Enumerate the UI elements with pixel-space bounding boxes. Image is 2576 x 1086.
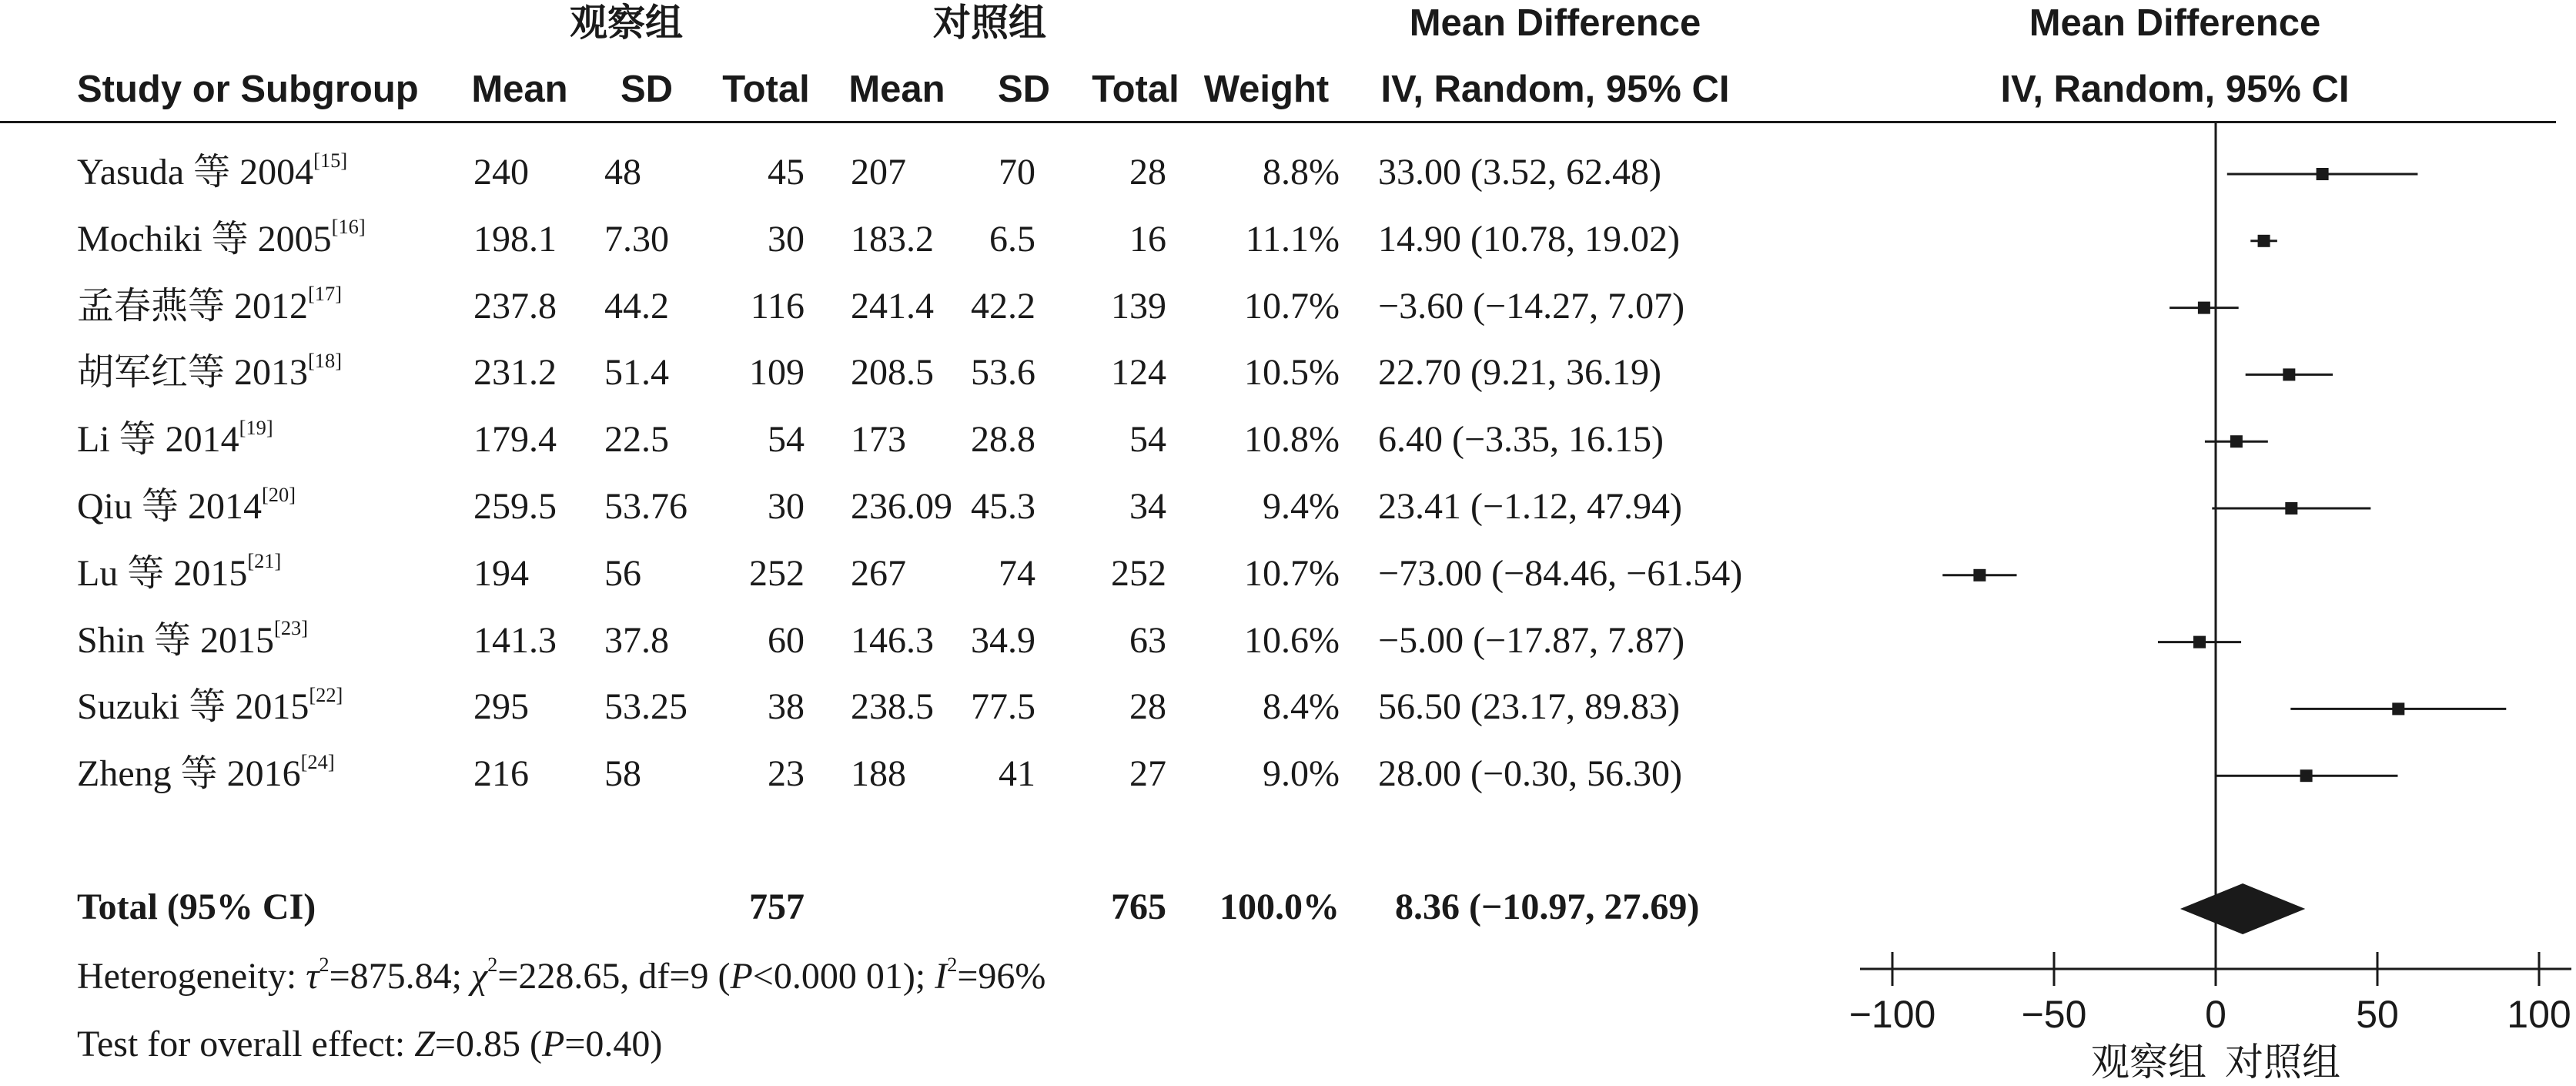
- study-name: Lu 等 2015[21]: [77, 549, 282, 594]
- cell-sd2: 77.5: [971, 686, 1035, 728]
- x-tick-label: −100: [1848, 993, 1936, 1036]
- weight-column-header: Weight: [1203, 69, 1330, 110]
- cell-sd2: 45.3: [971, 486, 1035, 527]
- favours-left-label: 观察组: [2091, 1041, 2206, 1084]
- cell-n2: 139: [1111, 285, 1166, 327]
- total1-column-header: Total: [722, 69, 810, 110]
- cell-sd1: 53.76: [604, 486, 687, 527]
- cell-weight: 8.4%: [1263, 686, 1340, 728]
- cell-sd2: 70: [999, 152, 1035, 193]
- total-ci: 8.36 (−10.97, 27.69): [1395, 887, 1700, 927]
- cell-sd1: 58: [604, 753, 641, 795]
- study-name: Yasuda 等 2004[15]: [77, 148, 348, 193]
- cell-weight: 9.0%: [1263, 753, 1340, 795]
- cell-sd2: 42.2: [971, 285, 1035, 327]
- reference-superscript: [18]: [308, 348, 342, 372]
- x-tick-label: 50: [2356, 993, 2399, 1036]
- plot-header-title: Mean Difference: [2029, 2, 2321, 44]
- cell-mean1: 198.1: [473, 218, 557, 260]
- study-column-header: Study or Subgroup: [77, 69, 419, 110]
- cell-n1: 45: [768, 152, 805, 193]
- cell-n1: 252: [749, 552, 805, 594]
- cell-mean1: 179.4: [473, 419, 557, 461]
- cell-mean2: 267: [851, 552, 906, 594]
- cell-mean1: 240: [473, 152, 529, 193]
- cell-ci-text: 23.41 (−1.12, 47.94): [1378, 486, 1683, 527]
- cell-mean1: 259.5: [473, 486, 557, 527]
- study-name: Suzuki 等 2015[22]: [77, 682, 343, 728]
- cell-n1: 54: [768, 419, 805, 461]
- total2-column-header: Total: [1092, 69, 1179, 110]
- group2-header: 对照组: [933, 2, 1047, 44]
- cell-mean2: 241.4: [851, 285, 934, 327]
- cell-sd2: 34.9: [971, 619, 1035, 661]
- cell-weight: 10.6%: [1244, 619, 1340, 661]
- reference-superscript: [22]: [309, 682, 343, 706]
- cell-ci-text: 14.90 (10.78, 19.02): [1378, 218, 1680, 260]
- reference-superscript: [21]: [247, 549, 282, 573]
- point-estimate-marker: [2258, 235, 2270, 247]
- cell-ci-text: 56.50 (23.17, 89.83): [1378, 686, 1680, 728]
- cell-mean1: 295: [473, 686, 529, 728]
- cell-sd2: 28.8: [971, 419, 1035, 461]
- total-weight: 100.0%: [1219, 887, 1340, 927]
- total-n1: 757: [749, 887, 805, 927]
- cell-mean2: 208.5: [851, 352, 934, 394]
- cell-sd2: 41: [999, 753, 1035, 795]
- reference-superscript: [24]: [300, 749, 335, 773]
- study-name: Qiu 等 2014[20]: [77, 482, 296, 527]
- cell-sd1: 7.30: [604, 218, 669, 260]
- cell-n2: 34: [1129, 486, 1166, 527]
- point-estimate-marker: [2198, 302, 2210, 314]
- study-name: Mochiki 等 2005[16]: [77, 215, 366, 260]
- cell-sd1: 51.4: [604, 352, 669, 394]
- cell-n1: 60: [768, 619, 805, 661]
- cell-weight: 10.5%: [1244, 352, 1340, 394]
- cell-n1: 38: [768, 686, 805, 728]
- overall-effect-text: Test for overall effect: Z=0.85 (P=0.40): [77, 1024, 663, 1064]
- plot-column-header: IV, Random, 95% CI: [2000, 69, 2350, 110]
- point-estimate-marker: [2283, 368, 2295, 380]
- reference-superscript: [20]: [262, 482, 296, 506]
- cell-ci-text: −5.00 (−17.87, 7.87): [1378, 619, 1685, 661]
- sd1-column-header: SD: [620, 69, 674, 110]
- cell-n2: 54: [1129, 419, 1166, 461]
- total-label: Total (95% CI): [77, 887, 316, 927]
- cell-weight: 10.7%: [1244, 552, 1340, 594]
- cell-n1: 30: [768, 486, 805, 527]
- study-name: Zheng 等 2016[24]: [77, 749, 335, 795]
- cell-ci-text: −73.00 (−84.46, −61.54): [1378, 552, 1743, 594]
- point-estimate-marker: [2392, 702, 2404, 715]
- cell-ci-text: 6.40 (−3.35, 16.15): [1378, 419, 1664, 461]
- x-tick-label: 100: [2507, 993, 2571, 1036]
- mean2-column-header: Mean: [848, 69, 945, 110]
- x-tick-label: 0: [2205, 993, 2226, 1036]
- cell-sd2: 53.6: [971, 352, 1035, 394]
- point-estimate-marker: [2317, 168, 2329, 180]
- cell-mean2: 238.5: [851, 686, 934, 728]
- cell-ci-text: 22.70 (9.21, 36.19): [1378, 352, 1661, 394]
- cell-mean2: 183.2: [851, 218, 934, 260]
- cell-sd2: 74: [999, 552, 1035, 594]
- cell-n2: 124: [1111, 352, 1166, 394]
- cell-n1: 116: [750, 285, 805, 327]
- cell-sd1: 22.5: [604, 419, 669, 461]
- cell-ci-text: 28.00 (−0.30, 56.30): [1378, 753, 1683, 795]
- cell-sd1: 37.8: [604, 619, 669, 661]
- favours-right-label: 对照组: [2225, 1041, 2340, 1084]
- cell-mean1: 231.2: [473, 352, 557, 394]
- cell-weight: 9.4%: [1263, 486, 1340, 527]
- reference-superscript: [23]: [274, 616, 309, 640]
- cell-mean2: 236.09: [851, 486, 952, 527]
- cell-ci-text: −3.60 (−14.27, 7.07): [1378, 285, 1685, 327]
- heterogeneity-text: Heterogeneity: $\tau^2=875.84$; $\chi^2=228.65$, df=9 (P<0.000 01); $I^2=96\%$: [77, 952, 1046, 997]
- cell-weight: 11.1%: [1245, 218, 1340, 260]
- cell-n1: 23: [768, 753, 805, 795]
- cell-n2: 27: [1129, 753, 1166, 795]
- cell-n2: 63: [1129, 619, 1166, 661]
- md-header-title: Mean Difference: [1409, 2, 1701, 44]
- reference-superscript: [16]: [331, 215, 366, 239]
- point-estimate-marker: [2300, 769, 2313, 782]
- cell-mean1: 216: [473, 753, 529, 795]
- cell-mean1: 141.3: [473, 619, 557, 661]
- total-n2: 765: [1111, 887, 1166, 927]
- cell-sd2: 6.5: [989, 218, 1035, 260]
- study-name: Li 等 2014[19]: [77, 415, 273, 461]
- reference-superscript: [19]: [239, 415, 273, 439]
- md-column-header: IV, Random, 95% CI: [1380, 69, 1730, 110]
- cell-mean2: 188: [851, 753, 906, 795]
- cell-mean1: 194: [473, 552, 529, 594]
- cell-n1: 30: [768, 218, 805, 260]
- point-estimate-marker: [2285, 502, 2297, 515]
- cell-mean1: 237.8: [473, 285, 557, 327]
- cell-n2: 16: [1129, 218, 1166, 260]
- study-name: Shin 等 2015[23]: [77, 616, 309, 661]
- cell-mean2: 207: [851, 152, 906, 193]
- cell-sd1: 48: [604, 152, 641, 193]
- cell-mean2: 173: [851, 419, 906, 461]
- cell-n2: 28: [1129, 686, 1166, 728]
- point-estimate-marker: [2193, 636, 2206, 649]
- cell-weight: 8.8%: [1263, 152, 1340, 193]
- mean1-column-header: Mean: [471, 69, 568, 110]
- cell-n2: 28: [1129, 152, 1166, 193]
- cell-sd1: 53.25: [604, 686, 687, 728]
- sd2-column-header: SD: [997, 69, 1051, 110]
- reference-superscript: [15]: [313, 148, 348, 172]
- x-tick-label: −50: [2021, 993, 2087, 1036]
- point-estimate-marker: [2230, 435, 2243, 447]
- cell-n1: 109: [749, 352, 805, 394]
- point-estimate-marker: [1973, 569, 1986, 582]
- reference-superscript: [17]: [308, 282, 342, 306]
- cell-sd1: 44.2: [604, 285, 669, 327]
- cell-mean2: 146.3: [851, 619, 934, 661]
- study-name: 孟春燕等 2012[17]: [77, 282, 342, 327]
- group1-header: 观察组: [570, 2, 684, 44]
- cell-weight: 10.7%: [1244, 285, 1340, 327]
- cell-n2: 252: [1111, 552, 1166, 594]
- study-name: 胡军红等 2013[18]: [77, 348, 342, 394]
- cell-ci-text: 33.00 (3.52, 62.48): [1378, 152, 1661, 193]
- cell-sd1: 56: [604, 552, 641, 594]
- cell-weight: 10.8%: [1244, 419, 1340, 461]
- pooled-diamond: [2180, 883, 2305, 934]
